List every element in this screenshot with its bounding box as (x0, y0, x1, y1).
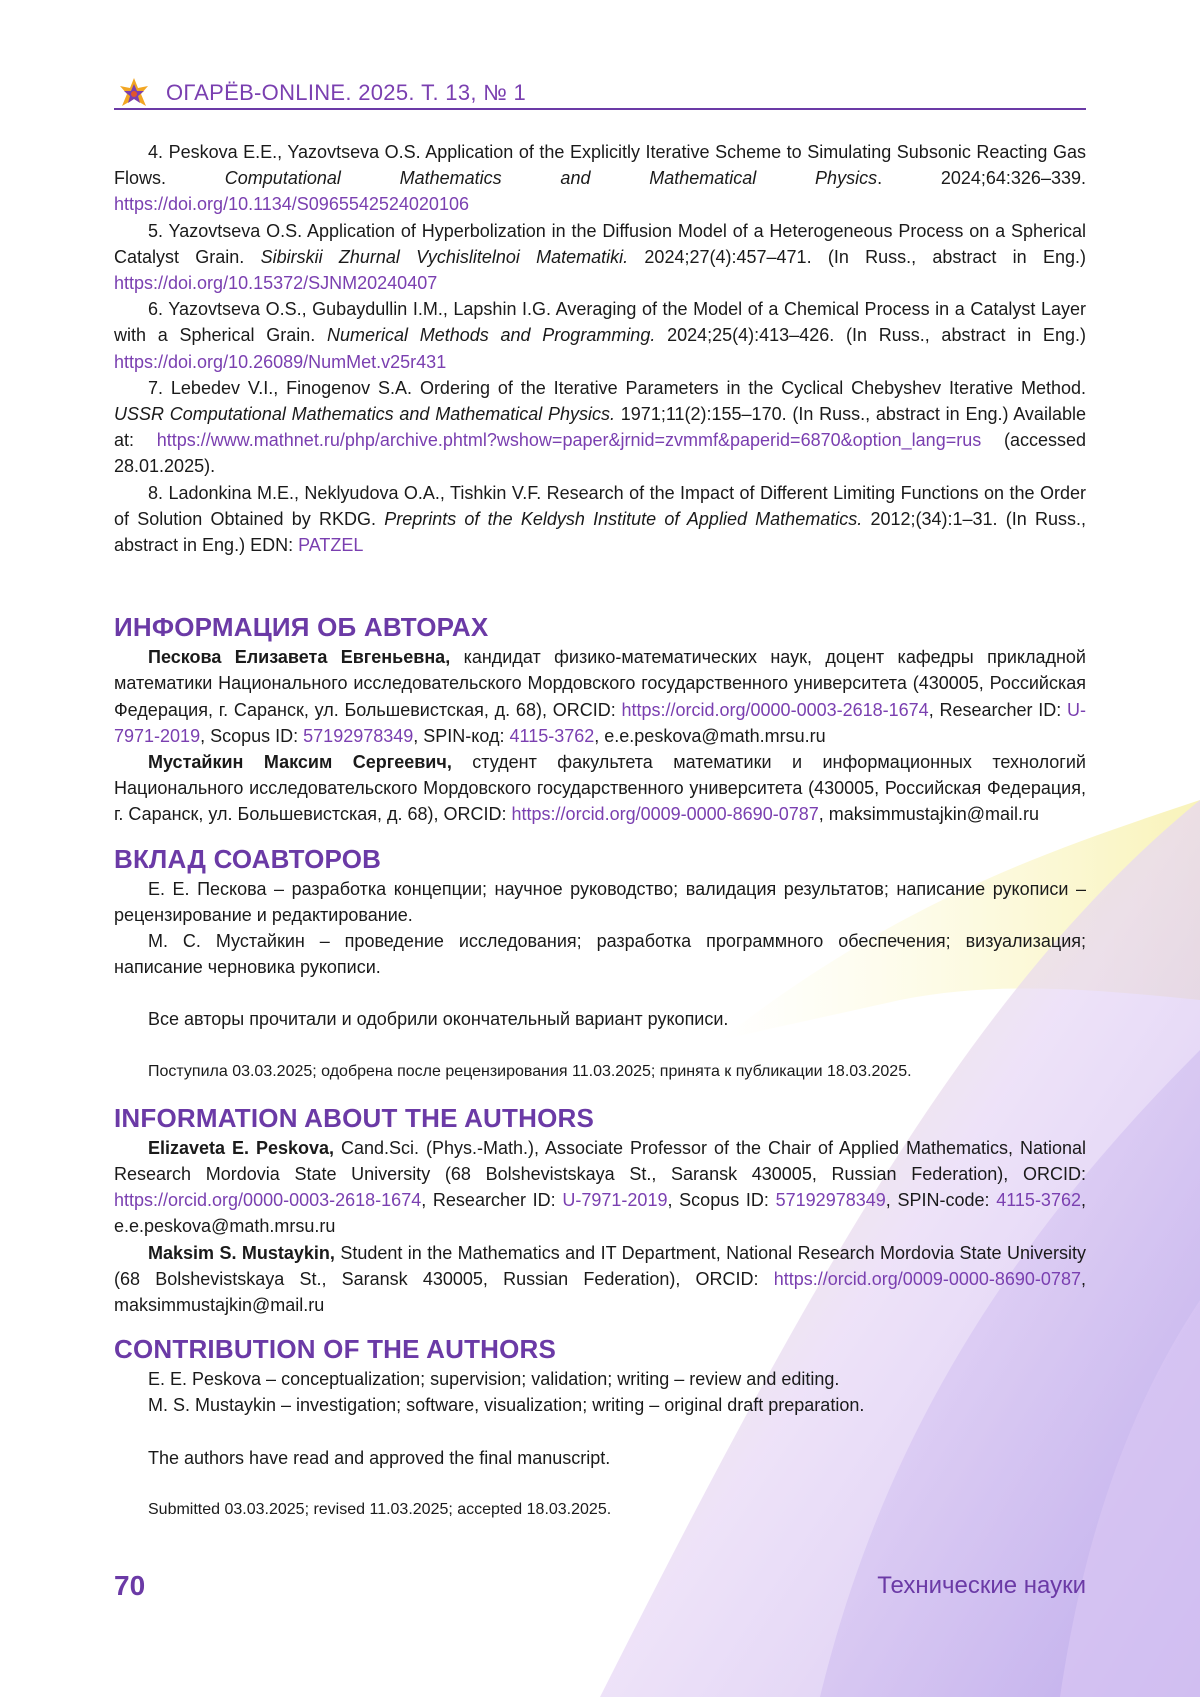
approval-note: Все авторы прочитали и одобрили окончательный вариант рукописи. (114, 1006, 1086, 1032)
reference-item: 4. Peskova E.E., Yazovtseva O.S. Application of the Explicitly Iterative Scheme to Simulating Subsonic Reacting Gas Flows. Computational Mathematics and Mathematical Physics. 2024;64:326–339. https://doi.org/10.1134/S0965542524020106 (114, 139, 1086, 218)
scopus-link[interactable]: 57192978349 (303, 726, 413, 746)
section-name: Технические науки (877, 1572, 1086, 1600)
contribution-item: E. E. Peskova – conceptualization; supervision; validation; writing – review and editing. (114, 1366, 1086, 1392)
section-title-en-contrib: CONTRIBUTION OF THE AUTHORS (114, 1332, 1086, 1366)
page-header (114, 76, 1086, 110)
reference-item: 5. Yazovtseva O.S. Application of Hyperbolization in the Diffusion Model of a Heterogeneous Process on a Spherical Catalyst Grain. Sibirskii Zhurnal Vychislitelnoi Matematiki. 2024;27(4):457–471. (In Russ., abstract in Eng.) https://doi.org/10.15372/SJNM20240407 (114, 218, 1086, 297)
orcid-link[interactable]: https://orcid.org/0000-0003-2618-1674 (621, 700, 928, 720)
journal-title: ОГАРЁВ-ONLINE. 2025. Т. 13, № 1 (166, 80, 526, 106)
reference-item: 8. Ladonkina M.E., Neklyudova O.A., Tishkin V.F. Research of the Impact of Different Limiting Functions on the Order of Solution Obtained by RKDG. Preprints of the Keldysh Institute of Applied Mathematics. 2012;(34):1–31. (In Russ., abstract in Eng.) EDN: PATZEL (114, 480, 1086, 559)
reference-link[interactable]: https://doi.org/10.26089/NumMet.v25r431 (114, 352, 446, 372)
spin-link[interactable]: 4115-3762 (510, 726, 595, 746)
orcid-link[interactable]: https://orcid.org/0009-0000-8690-0787 (774, 1269, 1081, 1289)
researcher-id-link[interactable]: U-7971-2019 (114, 700, 1086, 746)
reference-item: 6. Yazovtseva O.S., Gubaydullin I.M., Lapshin I.G. Averaging of the Model of a Chemical Process in a Catalyst Layer with a Spherical Grain. Numerical Methods and Programming. 2024;25(4):413–426. (In Russ., abstract in Eng.) https://doi.org/10.26089/NumMet.v25r431 (114, 296, 1086, 375)
section-title-en-authors: INFORMATION ABOUT THE AUTHORS (114, 1101, 1086, 1135)
contribution-item: M. S. Mustaykin – investigation; software, visualization; writing – original draft preparation. (114, 1392, 1086, 1418)
contribution-item: Е. Е. Пескова – разработка концепции; научное руководство; валидация результатов; написание рукописи – рецензирование и редактирование. (114, 876, 1086, 928)
author-info: Пескова Елизавета Евгеньевна, кандидат физико-математических наук, доцент кафедры прикладной математики Национального исследовательского Мордовского государственного университета (430005, Российская Федерация, г. Саранск, ул. Большевистская, д. 68), ORCID: https://orcid.org/0000-0003-2618-1674, Researcher ID: U-7971-2019, Scopus ID: 57192978349, SPIN-код: 4115-3762, e.e.peskova@math.mrsu.ru (114, 644, 1086, 749)
author-info: Maksim S. Mustaykin, Student in the Mathematics and IT Department, National Research Mordovia State University (68 Bolshevistskaya St., Saransk 430005, Russian Federation), ORCID: https://orcid.org/0009-0000-8690-0787, maksimmustajkin@mail.ru (114, 1240, 1086, 1319)
author-info: Мустайкин Максим Сергеевич, студент факультета математики и информационных технологий Национального исследовательского Мордовского государственного университета (430005, Российская Федерация, г. Саранск, ул. Большевистская, д. 68), ORCID: https://orcid.org/0009-0000-8690-0787, maksimmustajkin@mail.ru (114, 749, 1086, 828)
reference-link[interactable]: https://www.mathnet.ru/php/archive.phtml?wshow=paper&jrnid=zvmmf&paperid=6870&option_lang=rus (157, 430, 981, 450)
contribution-item: М. С. Мустайкин – проведение исследования; разработка программного обеспечения; визуализация; написание черновика рукописи. (114, 928, 1086, 980)
orcid-link[interactable]: https://orcid.org/0000-0003-2618-1674 (114, 1190, 421, 1210)
submission-dates: Submitted 03.03.2025; revised 11.03.2025; accepted 18.03.2025. (114, 1499, 1086, 1521)
spin-link[interactable]: 4115-3762 (996, 1190, 1081, 1210)
section-title-ru-authors: ИНФОРМАЦИЯ ОБ АВТОРАХ (114, 610, 1086, 644)
approval-note: The authors have read and approved the final manuscript. (114, 1445, 1086, 1471)
reference-item: 7. Lebedev V.I., Finogenov S.A. Ordering of the Iterative Parameters in the Cyclical Chebyshev Iterative Method. USSR Computational Mathematics and Mathematical Physics. 1971;11(2):155–170. (In Russ., abstract in Eng.) Available at: https://www.mathnet.ru/php/archive.phtml?wshow=paper&jrnid=zvmmf&paperid=6870&option_lang=rus (accessed 28.01.2025). (114, 375, 1086, 480)
journal-logo (114, 76, 154, 110)
reference-link[interactable]: https://doi.org/10.15372/SJNM20240407 (114, 273, 437, 293)
main-content (114, 139, 1086, 1521)
reference-link[interactable]: https://doi.org/10.1134/S0965542524020106 (114, 194, 469, 214)
header-rule (114, 108, 1086, 110)
orcid-link[interactable]: https://orcid.org/0009-0000-8690-0787 (512, 804, 819, 824)
scopus-link[interactable]: 57192978349 (776, 1190, 886, 1210)
references-list (114, 139, 1086, 558)
researcher-id-link[interactable]: U-7971-2019 (562, 1190, 667, 1210)
author-info: Elizaveta E. Peskova, Cand.Sci. (Phys.-Math.), Associate Professor of the Chair of Applied Mathematics, National Research Mordovia State University (68 Bolshevistskaya St., Saransk 430005, Russian Federation), ORCID: https://orcid.org/0000-0003-2618-1674, Researcher ID: U-7971-2019, Scopus ID: 57192978349, SPIN-code: 4115-3762, e.e.peskova@math.mrsu.ru (114, 1135, 1086, 1240)
submission-dates: Поступила 03.03.2025; одобрена после рецензирования 11.03.2025; принята к публикации 18.03.2025. (114, 1061, 1086, 1083)
section-title-ru-contrib: ВКЛАД СОАВТОРОВ (114, 842, 1086, 876)
page-number: 70 (114, 1570, 145, 1602)
reference-link[interactable]: PATZEL (298, 535, 363, 555)
